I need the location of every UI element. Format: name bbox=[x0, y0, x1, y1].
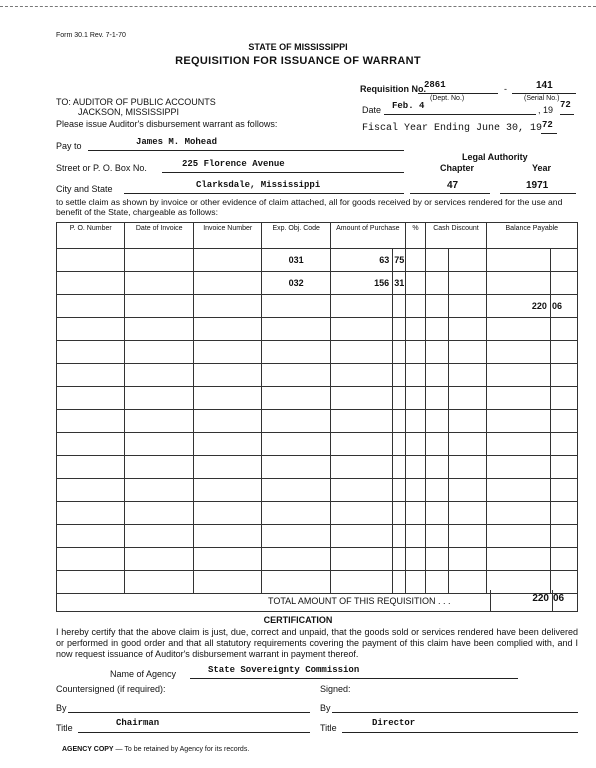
percent-cell bbox=[405, 525, 426, 548]
invoice-number-cell bbox=[193, 456, 261, 479]
percent-cell bbox=[405, 410, 426, 433]
invoice-number-cell bbox=[193, 249, 261, 272]
amount-cents-cell: 75 bbox=[393, 249, 405, 272]
po-number-cell bbox=[57, 456, 125, 479]
countersigned-label: Countersigned (if required): bbox=[56, 684, 166, 694]
chapter-line bbox=[410, 193, 490, 194]
agency-name-label: Name of Agency bbox=[110, 669, 177, 679]
table-row bbox=[57, 341, 578, 364]
amount-dollars-cell bbox=[330, 548, 392, 571]
code-cell bbox=[262, 525, 330, 548]
date-cell bbox=[125, 364, 193, 387]
top-perforation bbox=[0, 6, 596, 7]
balance-cents-cell bbox=[550, 479, 577, 502]
percent-cell bbox=[405, 548, 426, 571]
header-cash-discount: Cash Discount bbox=[426, 223, 486, 249]
balance-cents-cell bbox=[550, 272, 577, 295]
date-cell bbox=[125, 318, 193, 341]
serial-no-line bbox=[512, 93, 576, 94]
balance-cents-cell bbox=[550, 410, 577, 433]
balance-dollars-cell bbox=[486, 318, 550, 341]
po-number-cell bbox=[57, 433, 125, 456]
invoice-number-cell bbox=[193, 364, 261, 387]
date-cell bbox=[125, 548, 193, 571]
amount-cents-cell bbox=[393, 318, 405, 341]
amount-dollars-cell bbox=[330, 502, 392, 525]
balance-dollars-cell bbox=[486, 548, 550, 571]
amount-cents-cell bbox=[393, 502, 405, 525]
discount-cents-cell bbox=[449, 525, 486, 548]
code-cell bbox=[262, 364, 330, 387]
percent-cell bbox=[405, 387, 426, 410]
balance-cents-cell bbox=[550, 249, 577, 272]
balance-dollars-cell bbox=[486, 502, 550, 525]
amount-dollars-cell bbox=[330, 479, 392, 502]
amount-cents-cell bbox=[393, 295, 405, 318]
po-number-cell bbox=[57, 295, 125, 318]
discount-cents-cell bbox=[449, 249, 486, 272]
code-cell bbox=[262, 502, 330, 525]
balance-dollars-cell bbox=[486, 341, 550, 364]
amount-cents-cell bbox=[393, 479, 405, 502]
date-cell bbox=[125, 456, 193, 479]
balance-cents-cell bbox=[550, 548, 577, 571]
amount-dollars-cell bbox=[330, 456, 392, 479]
total-label: TOTAL AMOUNT OF THIS REQUISITION . . . bbox=[268, 596, 451, 606]
po-number-cell bbox=[57, 502, 125, 525]
countersign-title-line bbox=[78, 732, 310, 733]
code-cell bbox=[262, 548, 330, 571]
city-line bbox=[124, 193, 404, 194]
code-cell bbox=[262, 318, 330, 341]
date-year-value: 72 bbox=[560, 100, 571, 110]
dept-no-caption: (Dept. No.) bbox=[430, 95, 465, 102]
amount-dollars-cell bbox=[330, 295, 392, 318]
pay-to-value: James M. Mohead bbox=[136, 137, 218, 147]
po-number-cell bbox=[57, 479, 125, 502]
discount-cents-cell bbox=[449, 502, 486, 525]
discount-dollars-cell bbox=[426, 364, 449, 387]
table-row bbox=[57, 479, 578, 502]
table-row bbox=[57, 272, 578, 295]
discount-cents-cell bbox=[449, 410, 486, 433]
discount-cents-cell bbox=[449, 272, 486, 295]
code-cell bbox=[262, 410, 330, 433]
code-cell bbox=[262, 295, 330, 318]
table-header-row bbox=[57, 223, 578, 249]
po-number-cell bbox=[57, 318, 125, 341]
date-cell bbox=[125, 387, 193, 410]
signed-by-label: By bbox=[320, 703, 331, 713]
agency-name-line bbox=[190, 678, 518, 679]
date-cell bbox=[125, 525, 193, 548]
date-cell bbox=[125, 479, 193, 502]
discount-dollars-cell bbox=[426, 410, 449, 433]
date-label: Date bbox=[362, 105, 382, 115]
legal-authority-heading: Legal Authority bbox=[462, 152, 528, 162]
discount-dollars-cell bbox=[426, 548, 449, 571]
claim-table bbox=[56, 222, 578, 594]
countersign-title-value: Chairman bbox=[116, 718, 160, 728]
percent-cell bbox=[405, 272, 426, 295]
chapter-value: 47 bbox=[447, 180, 459, 191]
serial-no-value: 141 bbox=[536, 80, 553, 91]
serial-no-caption: (Serial No.) bbox=[524, 95, 560, 102]
pay-to-line bbox=[88, 150, 404, 151]
balance-cents-cell bbox=[550, 502, 577, 525]
header-date-of-invoice: Date of Invoice bbox=[125, 223, 193, 249]
amount-cents-cell bbox=[393, 456, 405, 479]
table-row bbox=[57, 364, 578, 387]
date-value: Feb. 4 bbox=[392, 101, 425, 111]
amount-dollars-cell bbox=[330, 364, 392, 387]
signed-label: Signed: bbox=[320, 684, 351, 694]
table-row bbox=[57, 525, 578, 548]
form-title: REQUISITION FOR ISSUANCE OF WARRANT bbox=[175, 55, 421, 67]
invoice-number-cell bbox=[193, 318, 261, 341]
code-cell: 031 bbox=[262, 249, 330, 272]
po-number-cell bbox=[57, 525, 125, 548]
balance-dollars-cell bbox=[486, 479, 550, 502]
header-invoice-number: Invoice Number bbox=[193, 223, 261, 249]
discount-dollars-cell bbox=[426, 433, 449, 456]
balance-dollars-cell bbox=[486, 525, 550, 548]
fiscal-year-value: 72 bbox=[542, 120, 553, 130]
date-cell bbox=[125, 433, 193, 456]
invoice-number-cell bbox=[193, 410, 261, 433]
amount-dollars-cell bbox=[330, 410, 392, 433]
balance-cents-cell: 06 bbox=[550, 295, 577, 318]
to-city: JACKSON, MISSISSIPPI bbox=[78, 107, 180, 117]
date-cell bbox=[125, 341, 193, 364]
po-number-cell bbox=[57, 272, 125, 295]
amount-dollars-cell bbox=[330, 525, 392, 548]
street-label: Street or P. O. Box No. bbox=[56, 163, 147, 173]
balance-cents-cell bbox=[550, 318, 577, 341]
discount-dollars-cell bbox=[426, 479, 449, 502]
table-row bbox=[57, 387, 578, 410]
discount-cents-cell bbox=[449, 456, 486, 479]
po-number-cell bbox=[57, 387, 125, 410]
invoice-number-cell bbox=[193, 295, 261, 318]
certification-text: I hereby certify that the above claim is just, due, correct and unpaid, that the goods sold or services rendered have been delivered or performed in good order and that all statutory requirements covering the payment of this claim have been complied with, and I now request issuance of Auditor's disbursement warrant in payment thereof. bbox=[56, 627, 578, 659]
amount-cents-cell bbox=[393, 525, 405, 548]
discount-cents-cell bbox=[449, 341, 486, 364]
po-number-cell bbox=[57, 410, 125, 433]
discount-dollars-cell bbox=[426, 502, 449, 525]
invoice-number-cell bbox=[193, 433, 261, 456]
invoice-number-cell bbox=[193, 272, 261, 295]
percent-cell bbox=[405, 479, 426, 502]
percent-cell bbox=[405, 364, 426, 387]
table-row bbox=[57, 456, 578, 479]
amount-dollars-cell: 156 bbox=[330, 272, 392, 295]
agency-copy-bold: AGENCY COPY bbox=[62, 746, 114, 753]
balance-cents-cell bbox=[550, 456, 577, 479]
po-number-cell bbox=[57, 364, 125, 387]
header-percent: % bbox=[405, 223, 426, 249]
discount-dollars-cell bbox=[426, 295, 449, 318]
signed-title-line bbox=[342, 732, 578, 733]
amount-dollars-cell bbox=[330, 341, 392, 364]
discount-cents-cell bbox=[449, 295, 486, 318]
requisition-dash: - bbox=[504, 84, 507, 94]
dept-no-line bbox=[418, 93, 498, 94]
amount-dollars-cell bbox=[330, 318, 392, 341]
table-row bbox=[57, 502, 578, 525]
table-row bbox=[57, 433, 578, 456]
city-label: City and State bbox=[56, 184, 113, 194]
balance-dollars-cell bbox=[486, 410, 550, 433]
discount-dollars-cell bbox=[426, 272, 449, 295]
countersign-by-label: By bbox=[56, 703, 67, 713]
discount-dollars-cell bbox=[426, 456, 449, 479]
table-row bbox=[57, 410, 578, 433]
code-cell bbox=[262, 387, 330, 410]
balance-dollars-cell: 220 bbox=[486, 295, 550, 318]
pay-to-label: Pay to bbox=[56, 141, 82, 151]
invoice-number-cell bbox=[193, 387, 261, 410]
discount-dollars-cell bbox=[426, 525, 449, 548]
balance-cents-cell bbox=[550, 433, 577, 456]
discount-dollars-cell bbox=[426, 387, 449, 410]
year-label: Year bbox=[532, 163, 552, 173]
invoice-number-cell bbox=[193, 341, 261, 364]
percent-cell bbox=[405, 502, 426, 525]
po-number-cell bbox=[57, 341, 125, 364]
po-number-cell bbox=[57, 548, 125, 571]
form-number: Form 30.1 Rev. 7-1-70 bbox=[56, 32, 126, 39]
percent-cell bbox=[405, 341, 426, 364]
signed-by-line bbox=[332, 712, 578, 713]
header-balance-payable: Balance Payable bbox=[486, 223, 577, 249]
date-cell bbox=[125, 410, 193, 433]
balance-dollars-cell bbox=[486, 272, 550, 295]
city-value: Clarksdale, Mississippi bbox=[196, 180, 321, 190]
header-exp-obj-code: Exp. Obj. Code bbox=[262, 223, 330, 249]
balance-dollars-cell bbox=[486, 387, 550, 410]
invoice-number-cell bbox=[193, 502, 261, 525]
discount-cents-cell bbox=[449, 433, 486, 456]
requisition-label: Requisition No. bbox=[360, 84, 426, 94]
certification-title: CERTIFICATION bbox=[263, 615, 333, 625]
discount-cents-cell bbox=[449, 479, 486, 502]
amount-dollars-cell bbox=[330, 433, 392, 456]
chapter-label: Chapter bbox=[440, 163, 475, 173]
countersign-by-line bbox=[68, 712, 310, 713]
date-cell bbox=[125, 249, 193, 272]
settle-claim-text: to settle claim as shown by invoice or other evidence of claim attached, all for goods received by or services rendered for the use and benefit of the State, chargeable as follows: bbox=[56, 197, 563, 217]
table-row bbox=[57, 318, 578, 341]
po-number-cell bbox=[57, 249, 125, 272]
code-cell: 032 bbox=[262, 272, 330, 295]
balance-dollars-cell bbox=[486, 364, 550, 387]
discount-dollars-cell bbox=[426, 341, 449, 364]
discount-cents-cell bbox=[449, 364, 486, 387]
discount-cents-cell bbox=[449, 318, 486, 341]
amount-cents-cell bbox=[393, 387, 405, 410]
street-value: 225 Florence Avenue bbox=[182, 159, 285, 169]
amount-dollars-cell bbox=[330, 387, 392, 410]
percent-cell bbox=[405, 318, 426, 341]
signed-title-label: Title bbox=[320, 723, 337, 733]
dept-no-value: 2861 bbox=[424, 80, 446, 90]
balance-dollars-cell bbox=[486, 456, 550, 479]
amount-cents-cell bbox=[393, 341, 405, 364]
amount-cents-cell bbox=[393, 548, 405, 571]
invoice-number-cell bbox=[193, 548, 261, 571]
header-po-number: P. O. Number bbox=[57, 223, 125, 249]
header-amount-of-purchase: Amount of Purchase bbox=[330, 223, 405, 249]
discount-cents-cell bbox=[449, 548, 486, 571]
balance-dollars-cell bbox=[486, 249, 550, 272]
agency-copy-rest: — To be retained by Agency for its records. bbox=[113, 746, 250, 753]
amount-cents-cell bbox=[393, 410, 405, 433]
total-dollars: 220 bbox=[532, 593, 549, 604]
fiscal-year-label: Fiscal Year Ending June 30, 19 bbox=[362, 123, 543, 134]
countersign-title-label: Title bbox=[56, 723, 73, 733]
balance-cents-cell bbox=[550, 525, 577, 548]
table-row bbox=[57, 295, 578, 318]
invoice-number-cell bbox=[193, 479, 261, 502]
amount-cents-cell bbox=[393, 364, 405, 387]
amount-cents-cell bbox=[393, 433, 405, 456]
amount-cents-cell: 31 bbox=[393, 272, 405, 295]
total-cents: 06 bbox=[553, 593, 565, 604]
discount-cents-cell bbox=[449, 387, 486, 410]
signed-title-value: Director bbox=[372, 718, 416, 728]
date-year-prefix: , 19 bbox=[538, 105, 554, 115]
percent-cell bbox=[405, 295, 426, 318]
code-cell bbox=[262, 479, 330, 502]
date-line bbox=[384, 114, 536, 115]
fiscal-year-line bbox=[541, 133, 557, 134]
year-value: 1971 bbox=[526, 180, 549, 191]
to-auditor: TO: AUDITOR OF PUBLIC ACCOUNTS bbox=[56, 97, 216, 107]
street-line bbox=[162, 172, 404, 173]
date-cell bbox=[125, 272, 193, 295]
balance-cents-cell bbox=[550, 364, 577, 387]
invoice-number-cell bbox=[193, 525, 261, 548]
discount-dollars-cell bbox=[426, 249, 449, 272]
agency-copy-note bbox=[62, 746, 249, 753]
balance-cents-cell bbox=[550, 341, 577, 364]
discount-dollars-cell bbox=[426, 318, 449, 341]
balance-dollars-cell bbox=[486, 433, 550, 456]
state-heading: STATE OF MISSISSIPPI bbox=[248, 42, 348, 52]
code-cell bbox=[262, 433, 330, 456]
table-row bbox=[57, 249, 578, 272]
table-row bbox=[57, 548, 578, 571]
balance-cents-cell bbox=[550, 387, 577, 410]
percent-cell bbox=[405, 249, 426, 272]
date-year-line bbox=[560, 114, 574, 115]
percent-cell bbox=[405, 456, 426, 479]
code-cell bbox=[262, 341, 330, 364]
agency-name-value: State Sovereignty Commission bbox=[208, 665, 360, 675]
amount-dollars-cell: 63 bbox=[330, 249, 392, 272]
year-line bbox=[500, 193, 576, 194]
date-cell bbox=[125, 502, 193, 525]
percent-cell bbox=[405, 433, 426, 456]
code-cell bbox=[262, 456, 330, 479]
date-cell bbox=[125, 295, 193, 318]
to-instruction: Please issue Auditor's disbursement warrant as follows: bbox=[56, 119, 278, 129]
